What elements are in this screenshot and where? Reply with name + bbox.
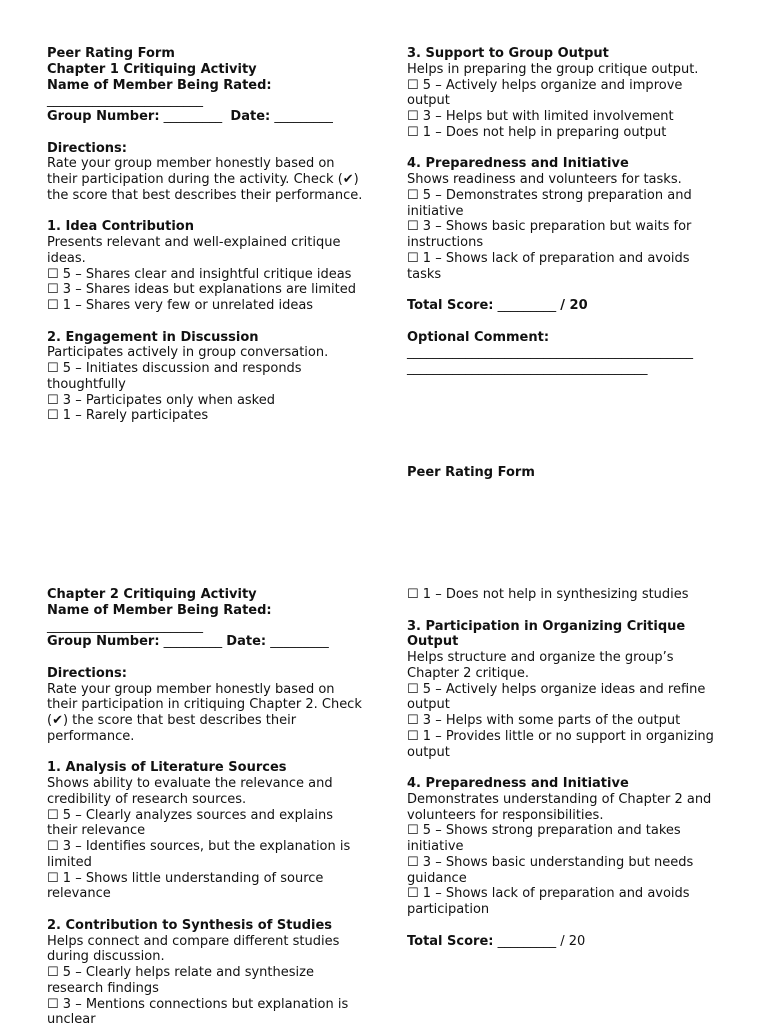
total-score-max: / 20: [560, 934, 585, 949]
criterion-description: Helps structure and organize the group’s Chapter 2 critique.: [407, 650, 727, 682]
rating-option[interactable]: ☐ 1 – Shares very few or unrelated ideas: [47, 298, 367, 314]
form-title: Peer Rating Form: [407, 465, 727, 481]
comment-label: Optional Comment:: [407, 330, 727, 346]
criterion-title: 2. Engagement in Discussion: [47, 330, 367, 346]
date-field[interactable]: _________: [270, 634, 329, 649]
criterion-title: 1. Analysis of Literature Sources: [47, 760, 367, 776]
rating-option[interactable]: ☐ 1 – Rarely participates: [47, 408, 367, 424]
comment-field-line[interactable]: _____________________________________: [407, 361, 727, 377]
activity-title: Chapter 2 Critiquing Activity: [47, 587, 367, 603]
total-score-field[interactable]: _________: [498, 934, 557, 949]
rating-option[interactable]: ☐ 5 – Demonstrates strong preparation and initiative: [407, 188, 727, 220]
rating-option[interactable]: ☐ 3 – Identifies sources, but the explanation is limited: [47, 839, 367, 871]
criterion-title: 3. Support to Group Output: [407, 46, 727, 62]
directions-text: Rate your group member honestly based on their participation during the activity. Check (✔) the score that best describes their performance.: [47, 156, 367, 203]
criterion-title: 3. Participation in Organizing Critique Output: [407, 619, 727, 651]
comment-field-line[interactable]: ____________________________________________: [407, 345, 727, 361]
name-field[interactable]: ________________________: [47, 619, 367, 635]
total-score-label: Total Score:: [407, 934, 493, 949]
directions-label: Directions:: [47, 141, 367, 157]
total-score-field[interactable]: _________: [498, 298, 557, 313]
total-score-row: [407, 934, 727, 950]
directions-text: Rate your group member honestly based on their participation in critiquing Chapter 2. Check (✔) the score that best describes their performance.: [47, 682, 367, 745]
date-label: Date:: [230, 109, 270, 124]
total-score-label: Total Score:: [407, 298, 493, 313]
rating-option[interactable]: ☐ 1 – Shows lack of preparation and avoids tasks: [407, 251, 727, 283]
rating-option[interactable]: ☐ 3 – Participates only when asked: [47, 393, 367, 409]
rating-option[interactable]: ☐ 5 – Shares clear and insightful critique ideas: [47, 267, 367, 283]
rating-option[interactable]: ☐ 5 – Initiates discussion and responds thoughtfully: [47, 361, 367, 393]
rating-option[interactable]: ☐ 3 – Mentions connections but explanation is unclear: [47, 997, 367, 1028]
criterion-description: Shows readiness and volunteers for tasks.: [407, 172, 727, 188]
form-title: Peer Rating Form: [47, 46, 367, 62]
form2-right-column: [407, 587, 727, 949]
group-number-label: Group Number:: [47, 634, 160, 649]
name-label: Name of Member Being Rated:: [47, 603, 367, 619]
name-field[interactable]: ________________________: [47, 93, 367, 109]
group-number-label: Group Number:: [47, 109, 160, 124]
directions-label: Directions:: [47, 666, 367, 682]
criterion-title: 2. Contribution to Synthesis of Studies: [47, 918, 367, 934]
rating-option[interactable]: ☐ 1 – Shows lack of preparation and avoids participation: [407, 886, 727, 918]
criterion-title: 4. Preparedness and Initiative: [407, 776, 727, 792]
rating-option[interactable]: ☐ 5 – Shows strong preparation and takes initiative: [407, 823, 727, 855]
rating-option[interactable]: ☐ 1 – Provides little or no support in organizing output: [407, 729, 727, 761]
group-date-row: [47, 634, 367, 650]
form1-left-column: [47, 46, 367, 424]
criterion-title: 4. Preparedness and Initiative: [407, 156, 727, 172]
rating-option[interactable]: ☐ 3 – Shows basic preparation but waits for instructions: [407, 219, 727, 251]
criterion-title: 1. Idea Contribution: [47, 219, 367, 235]
date-label: Date:: [226, 634, 266, 649]
rating-option[interactable]: ☐ 1 – Shows little understanding of source relevance: [47, 871, 367, 903]
rating-option[interactable]: ☐ 3 – Shares ideas but explanations are limited: [47, 282, 367, 298]
group-date-row: [47, 109, 367, 125]
rating-option[interactable]: ☐ 3 – Helps but with limited involvement: [407, 109, 727, 125]
criterion-description: Presents relevant and well-explained critique ideas.: [47, 235, 367, 267]
criterion-description: Participates actively in group conversation.: [47, 345, 367, 361]
name-label: Name of Member Being Rated:: [47, 78, 367, 94]
rating-option[interactable]: ☐ 3 – Helps with some parts of the output: [407, 713, 727, 729]
total-score-row: [407, 298, 727, 314]
form1-right-column: [407, 46, 727, 377]
group-number-field[interactable]: _________: [164, 634, 223, 649]
activity-title: Chapter 1 Critiquing Activity: [47, 62, 367, 78]
rating-option[interactable]: ☐ 3 – Shows basic understanding but needs guidance: [407, 855, 727, 887]
rating-option[interactable]: ☐ 5 – Clearly helps relate and synthesize research findings: [47, 965, 367, 997]
rating-option[interactable]: ☐ 5 – Actively helps organize ideas and refine output: [407, 682, 727, 714]
rating-option[interactable]: ☐ 1 – Does not help in synthesizing studies: [407, 587, 727, 603]
date-field[interactable]: _________: [274, 109, 333, 124]
rating-option[interactable]: ☐ 1 – Does not help in preparing output: [407, 125, 727, 141]
group-number-field[interactable]: _________: [164, 109, 223, 124]
criterion-description: Shows ability to evaluate the relevance and credibility of research sources.: [47, 776, 367, 808]
criterion-description: Helps in preparing the group critique output.: [407, 62, 727, 78]
rating-option[interactable]: ☐ 5 – Actively helps organize and improve output: [407, 78, 727, 110]
criterion-description: Demonstrates understanding of Chapter 2 and volunteers for responsibilities.: [407, 792, 727, 824]
total-score-max: / 20: [560, 298, 587, 313]
rating-option[interactable]: ☐ 5 – Clearly analyzes sources and explains their relevance: [47, 808, 367, 840]
form2-left-column: [47, 587, 367, 1028]
criterion-description: Helps connect and compare different studies during discussion.: [47, 934, 367, 966]
